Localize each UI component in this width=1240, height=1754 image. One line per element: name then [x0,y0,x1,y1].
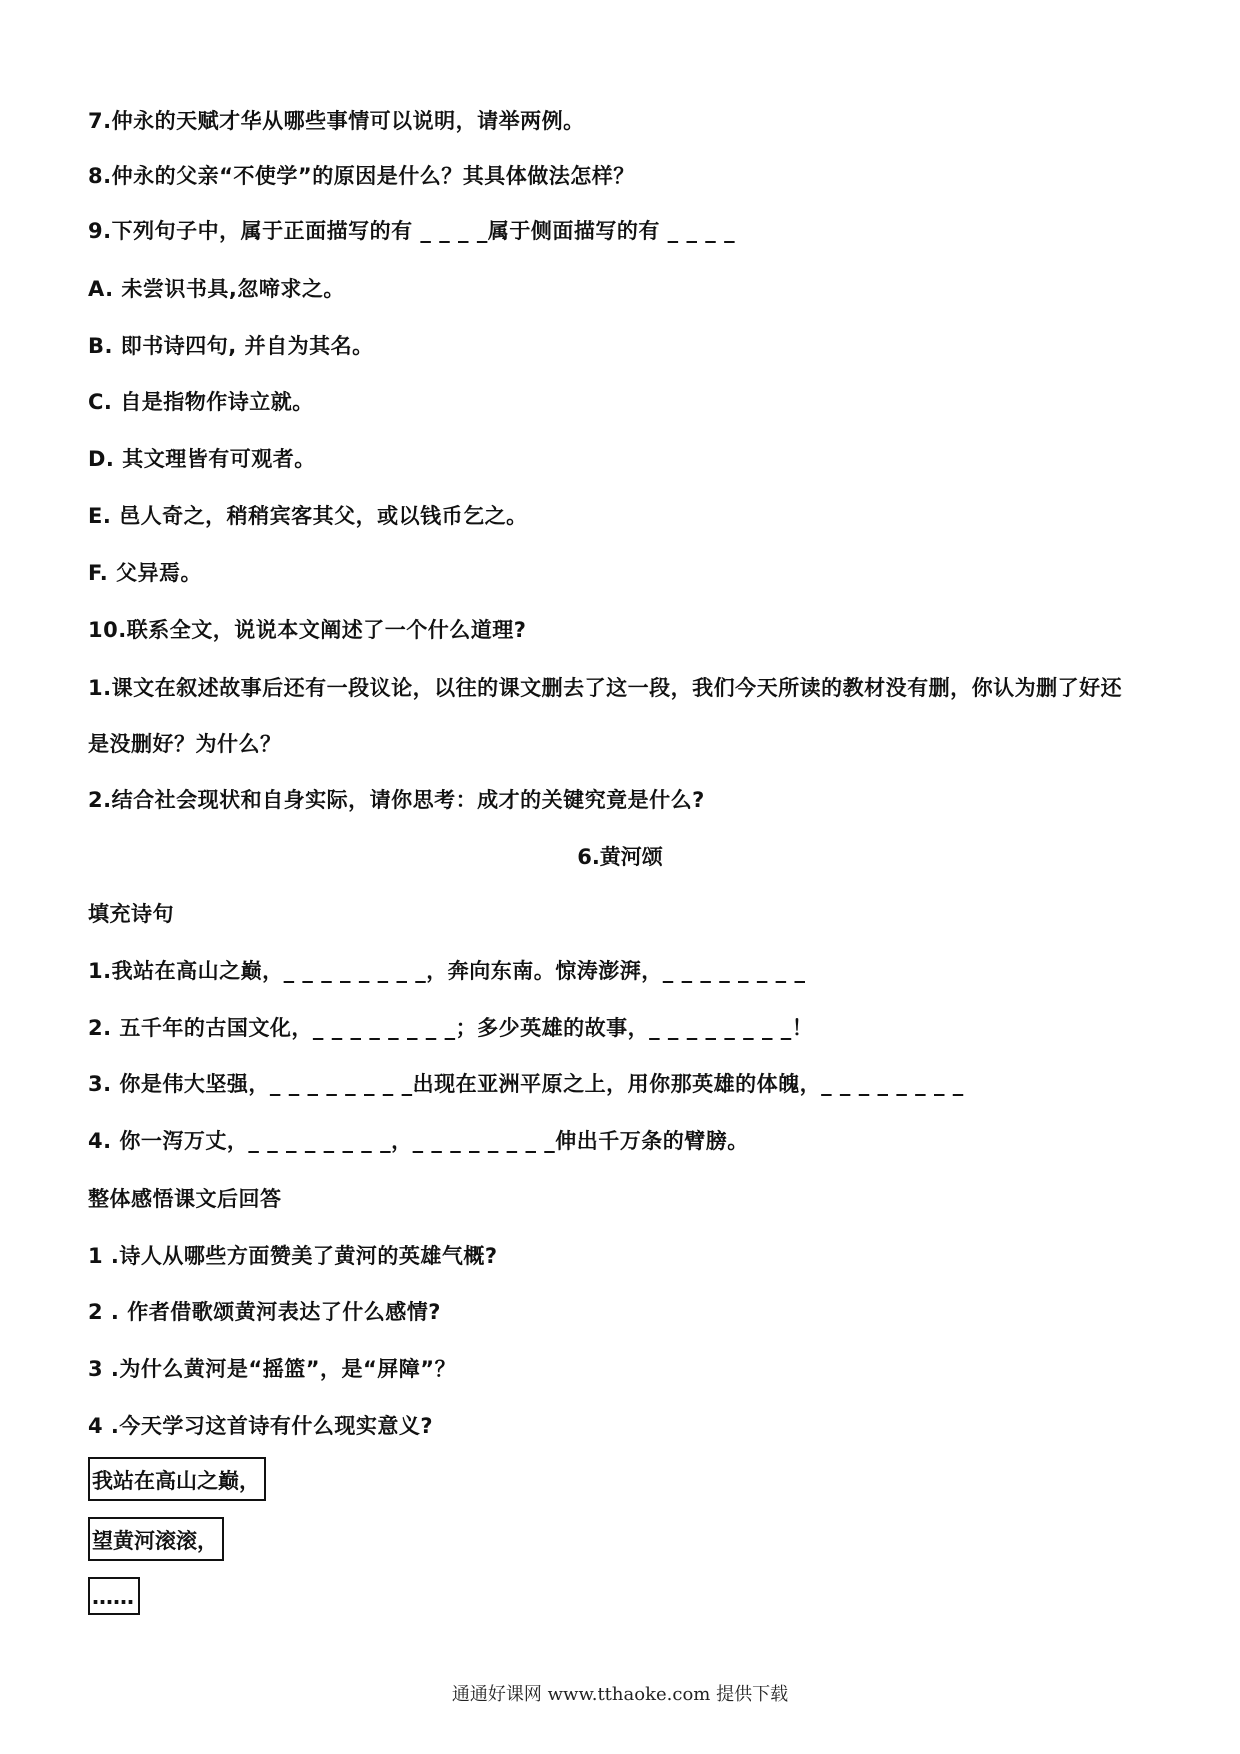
option-e: E. 邑人奇之，稍稍宾客其父，或以钱币乞之。 [88,504,528,528]
option-f: F. 父异焉。 [88,561,203,585]
page-footer: 通通好课网 www.tthaoke.com 提供下载 [451,1684,789,1705]
question-7: 7.仲永的天赋才华从哪些事情可以说明，请举两例。 [88,109,585,133]
question-10: 10.联系全文，说说本文阐述了一个什么道理? [88,618,527,642]
discussion-2: 2.结合社会现状和自身实际，请你思考：成才的关键究竟是什么? [88,788,705,812]
discussion-1-line-2: 是没删好？为什么？ [88,732,282,756]
fill-in-1: 1.我站在高山之巅，_ _ _ _ _ _ _ _，奔向东南。惊涛澎湃，_ _ _ _ _ _ _ _ [88,959,806,983]
fill-in-4: 4. 你一泻万丈，_ _ _ _ _ _ _ _，_ _ _ _ _ _ _ _伸出千万条的臂膀。 [88,1129,749,1153]
reading-question-4: 4 .今天学习这首诗有什么现实意义? [88,1414,434,1438]
option-a: A. 未尝识书具,忽啼求之。 [88,277,345,301]
reading-question-3: 3 .为什么黄河是“摇篮”，是“屏障”？ [88,1357,457,1381]
reading-question-2: 2 . 作者借歌颂黄河表达了什么感情? [88,1300,441,1324]
discussion-1-line-1: 1.课文在叙述故事后还有一段议论，以往的课文删去了这一段，我们今天所读的教材没有删，你认为删了好还 [88,676,1123,700]
fill-in-2: 2. 五千年的古国文化，_ _ _ _ _ _ _ _；多少英雄的故事，_ _ _ _ _ _ _ _！ [88,1016,814,1040]
reading-question-1: 1 .诗人从哪些方面赞美了黄河的英雄气概? [88,1244,498,1268]
section-title: 6.黄河颂 [577,845,663,869]
fill-in-3: 3. 你是伟大坚强，_ _ _ _ _ _ _ _出现在亚洲平原之上，用你那英雄的体魄，_ _ _ _ _ _ _ _ [88,1072,964,1096]
boxed-ellipsis: …… [88,1577,140,1615]
option-d: D. 其文理皆有可观者。 [88,447,316,471]
subheading-reading: 整体感悟课文后回答 [88,1187,282,1211]
boxed-line-2: 望黄河滚滚， [88,1517,224,1561]
question-9: 9.下列句子中，属于正面描写的有 _ _ _ _属于侧面描写的有 _ _ _ _ [88,219,736,243]
boxed-line-1: 我站在高山之巅， [88,1457,266,1501]
option-c: C. 自是指物作诗立就。 [88,390,314,414]
subheading-fill-in: 填充诗句 [88,902,174,926]
question-8: 8.仲永的父亲“不使学”的原因是什么？其具体做法怎样？ [88,164,635,188]
option-b: B. 即书诗四句, 并自为其名。 [88,334,374,358]
